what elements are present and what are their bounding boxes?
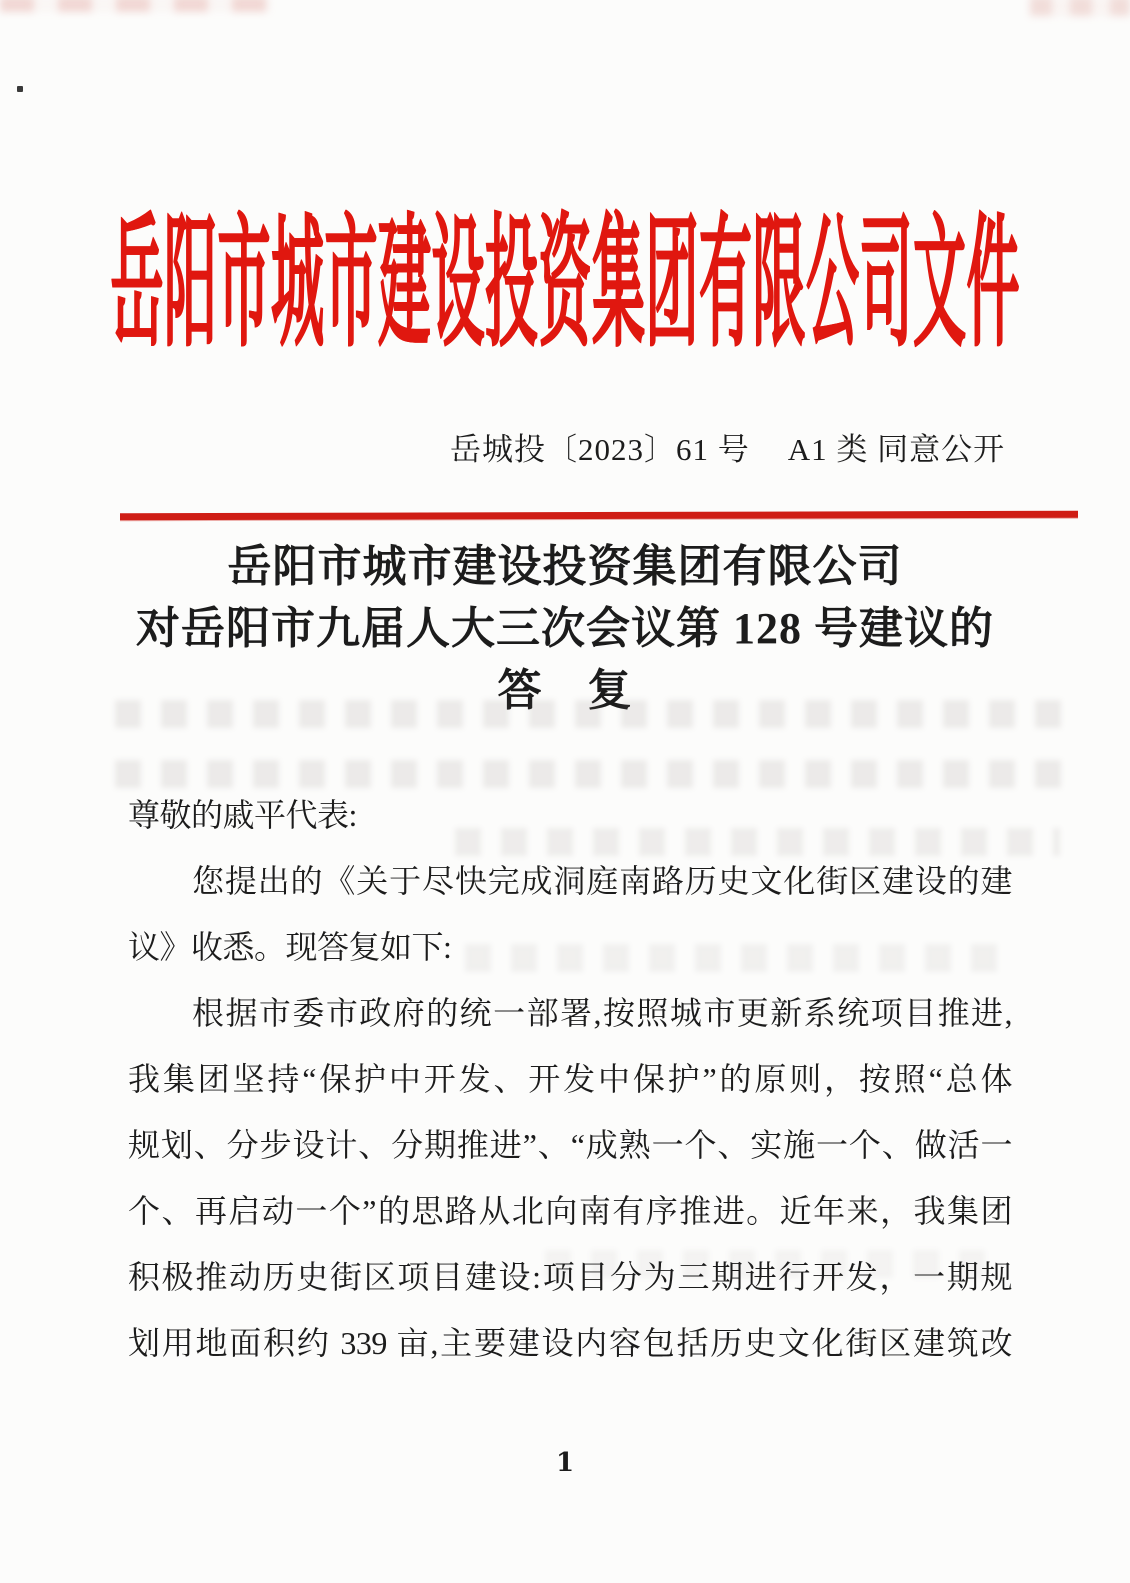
- body-line: 根据市委市政府的统一部署,按照城市更新系统项目推进,: [192, 995, 1012, 1031]
- doc-classification: A1 类 同意公开: [787, 432, 1006, 467]
- page-number: 1: [555, 1448, 575, 1478]
- title-line-3: 答 复: [497, 666, 633, 715]
- body-line: 积极推动历史街区项目建设:项目分为三期进行开发，一期规: [128, 1259, 1012, 1295]
- bleed-through-artifact: [115, 700, 1065, 728]
- scan-smudge-top-left: [0, 0, 270, 12]
- scan-dot-artifact: [17, 86, 23, 92]
- document-title: [70, 536, 1060, 722]
- body-line: 议》收悉。现答复如下:: [128, 929, 452, 965]
- salutation: 尊敬的戚平代表:: [128, 797, 357, 833]
- document-body: [128, 782, 1012, 1376]
- body-line: 划用地面积约 339 亩,主要建设内容包括历史文化街区建筑改: [128, 1325, 1012, 1361]
- doc-number: 岳城投〔2023〕61 号: [450, 432, 750, 467]
- body-line: 我集团坚持“保护中开发、开发中保护”的原则，按照“总体: [128, 1061, 1012, 1097]
- body-line: 规划、分步设计、分期推进”、“成熟一个、实施一个、做活一: [128, 1127, 1012, 1163]
- red-letterhead: [0, 207, 1130, 374]
- org-title-text: 岳阳市城市建设投资集团有限公司文件: [110, 207, 1020, 366]
- body-line: 您提出的《关于尽快完成洞庭南路历史文化街区建设的建: [192, 863, 1012, 899]
- doc-meta-line: [450, 424, 1005, 469]
- title-line-1: 岳阳市城市建设投资集团有限公司: [227, 542, 903, 591]
- body-line: 个、再启动一个”的思路从北向南有序推进。近年来，我集团: [128, 1193, 1012, 1229]
- red-divider-line: [120, 511, 1078, 521]
- scan-smudge-top-right: [1030, 0, 1130, 16]
- title-line-2: 对岳阳市九届人大三次会议第 128 号建议的: [136, 604, 994, 653]
